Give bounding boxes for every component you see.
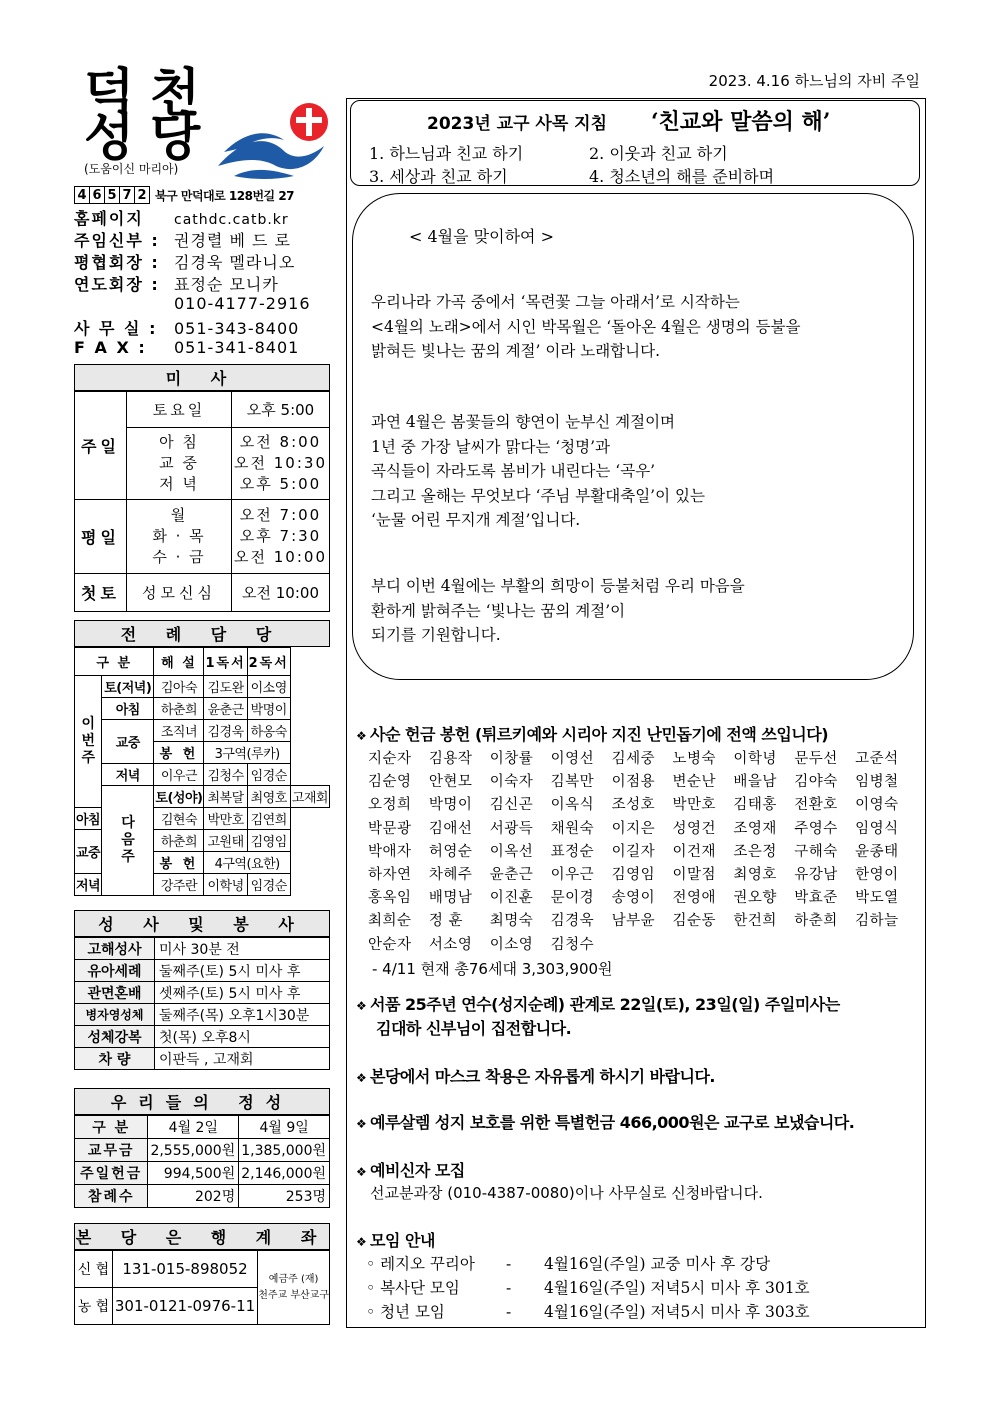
donor-name: 주영수 bbox=[794, 820, 838, 837]
address-line bbox=[74, 186, 294, 204]
donor-name: 한건희 bbox=[733, 913, 777, 930]
donor-name: 박만호 bbox=[672, 797, 716, 814]
donor-name: 김야숙 bbox=[794, 774, 838, 791]
bullet-icon: ❖ bbox=[356, 999, 367, 1013]
title-char-2: 천 bbox=[150, 63, 201, 124]
donor-row bbox=[368, 908, 916, 931]
donor-row bbox=[368, 746, 916, 769]
donor-list bbox=[368, 746, 916, 955]
services-header: 성 사 및 봉 사 bbox=[74, 910, 330, 937]
zip-digit: 5 bbox=[104, 186, 120, 204]
donor-row bbox=[368, 885, 916, 908]
donor-name: 권오향 bbox=[733, 890, 777, 907]
essay-heading: < 4월을 맞이하여 > bbox=[409, 227, 554, 246]
donor-name: 박문광 bbox=[368, 820, 412, 837]
donor-name: 이점용 bbox=[611, 774, 656, 791]
donor-name: 김세중 bbox=[611, 751, 656, 768]
donor-name: 차혜주 bbox=[428, 867, 473, 884]
donor-name: 조은정 bbox=[733, 843, 777, 860]
donor-name: 이말점 bbox=[672, 867, 716, 884]
info-homepage: 홈페이지 cathdc.catb.kr bbox=[74, 209, 289, 228]
bank-header: 본 당 은 행 계 좌 bbox=[74, 1223, 330, 1250]
notice-lent-offering: ❖ 사순 헌금 봉헌 (튀르키예와 시리아 지진 난민돕기에 전액 쓰입니다) bbox=[356, 725, 829, 744]
donor-name: 박명이 bbox=[428, 797, 473, 814]
donor-name: 조성호 bbox=[611, 797, 656, 814]
donor-name: 조영재 bbox=[733, 820, 777, 837]
notice-mask: ❖ 본당에서 마스크 착용은 자유롭게 하시기 바랍니다. bbox=[356, 1067, 716, 1086]
donor-name: 하춘희 bbox=[794, 913, 838, 930]
mass-sunday-label: 주일 bbox=[75, 392, 127, 500]
donor-name: 김경욱 bbox=[550, 913, 595, 930]
donor-name: 김하늘 bbox=[855, 913, 899, 930]
subtitle: (도움이신 마리아) bbox=[84, 162, 179, 176]
mass-header: 미 사 bbox=[74, 364, 330, 391]
motto-goal: 4. 청소년의 해를 준비하며 bbox=[589, 167, 775, 186]
donor-name: 허영순 bbox=[428, 843, 473, 860]
donor-name: 이건재 bbox=[672, 843, 716, 860]
donor-name: 서광득 bbox=[489, 820, 534, 837]
meeting-item: ◦ 레지오 꾸리아 - 4월16일(주일) 교중 미사 후 강당 bbox=[366, 1255, 771, 1273]
donor-row bbox=[368, 862, 916, 885]
donor-name: 노병숙 bbox=[672, 751, 716, 768]
bank-account-holder: 예금주 (재) 천주교 부산교구 bbox=[258, 1251, 330, 1325]
donor-name: 구해숙 bbox=[794, 843, 838, 860]
info-pastor: 주임신부 : 권경렬 베 드 로 bbox=[74, 231, 291, 250]
donor-name: 이옥식 bbox=[550, 797, 595, 814]
donor-name: 배명남 bbox=[428, 890, 473, 907]
info-council: 평협회장 : 김경욱 멜라니오 bbox=[74, 253, 296, 272]
donor-name: 전환호 bbox=[794, 797, 838, 814]
zip-digit: 6 bbox=[89, 186, 105, 204]
offering-header: 우리들의 정성 bbox=[74, 1088, 330, 1115]
donor-name: 이길자 bbox=[611, 843, 656, 860]
donor-row bbox=[368, 816, 916, 839]
donor-name: 이영숙 bbox=[855, 797, 899, 814]
donor-name: 김복만 bbox=[550, 774, 595, 791]
donor-name: 문이경 bbox=[550, 890, 595, 907]
mass-first-sat-label: 첫토 bbox=[75, 574, 127, 612]
mass-weekday-label: 평일 bbox=[75, 500, 127, 574]
donor-name: 이우근 bbox=[550, 867, 595, 884]
title-char-3: 성 bbox=[84, 107, 135, 168]
bullet-icon: ❖ bbox=[356, 729, 367, 743]
essay-paragraph: 우리나라 가곡 중에서 ‘목련꽃 그늘 아래서’로 시작하는 <4월의 노래>에서 시인 박목월은 ‘돌아온 4월은 생명의 등불을 밝혀든 빛나는 꿈의 계절’ 이라 노래합니다. bbox=[371, 293, 801, 360]
donor-name: 윤종태 bbox=[855, 843, 899, 860]
donor-name: 유강남 bbox=[794, 867, 838, 884]
donor-name: 채원숙 bbox=[550, 820, 595, 837]
donor-name: 안순자 bbox=[368, 936, 412, 953]
donor-name: 표정순 bbox=[550, 843, 595, 860]
motto-slogan: ‘친교와 말씀의 해’ bbox=[651, 109, 831, 135]
donor-name: 김용작 bbox=[428, 751, 473, 768]
motto-goal: 3. 세상과 친교 하기 bbox=[369, 167, 508, 186]
donor-name: 이지은 bbox=[611, 820, 656, 837]
zip-digit: 4 bbox=[74, 186, 90, 204]
donor-row bbox=[368, 792, 916, 815]
donor-name: 윤춘근 bbox=[489, 867, 534, 884]
pastoral-motto-box bbox=[350, 100, 920, 186]
essay-paragraph: 과연 4월은 봄꽃들의 향연이 눈부신 계절이며 1년 중 가장 날씨가 맑다는 ‘청명’과 곡식들이 자라도록 봄비가 내린다는 ‘곡우’ 그리고 올해는 무엇보다 ‘주님 부활대축일’이 있는 ‘눈물 어린 무지개 계절’입니다. bbox=[371, 413, 705, 529]
essay-box bbox=[352, 193, 914, 680]
donor-name: 박효준 bbox=[794, 890, 838, 907]
info-fax: F A X : 051-341-8401 bbox=[74, 338, 300, 357]
donor-name: 한영이 bbox=[855, 867, 899, 884]
bullet-icon: ❖ bbox=[356, 1235, 367, 1249]
donor-name: 성영건 bbox=[672, 820, 716, 837]
catechumen-body: 선교분과장 (010-4387-0080)이나 사무실로 신청바랍니다. bbox=[370, 1184, 763, 1202]
donor-name: 송영이 bbox=[611, 890, 656, 907]
this-week-label: 이 번 주 bbox=[75, 676, 102, 808]
parish-logo-icon bbox=[214, 96, 334, 182]
donor-name: 지순자 bbox=[368, 751, 412, 768]
bank-table: 신 협 131-015-898052 예금주 (재) 천주교 부산교구 농 협 301-0121-0976-11 bbox=[74, 1250, 330, 1325]
donor-name: 이소영 bbox=[489, 936, 534, 953]
street-address: 북구 만덕대로 128번길 27 bbox=[155, 188, 295, 203]
donor-name: 이진훈 bbox=[489, 890, 534, 907]
bullet-icon: ❖ bbox=[356, 1071, 367, 1085]
liturgy-table: 구 분 해 설 1독서 2독서 이 번 주 토(저녁) 김아숙 김도완 이소영 아침 하춘희 윤춘근 박명이 교중 조직녀 김경욱 하옹숙 봉 헌 3구역(루카) 저녁 이우근 김청수 임경순 다 음 주 토(성야) 최복달 최영호 고재회 아침 김현숙 박만호 김연희 교중 하춘희 고원태 김영임 봉 헌 4구역(요한) 저녁 강주란 이학녕 임경순 bbox=[74, 647, 330, 896]
donor-name: 김태홍 bbox=[733, 797, 777, 814]
donor-name: 박도열 bbox=[855, 890, 899, 907]
title-char-1: 덕 bbox=[84, 63, 135, 124]
motto-goal: 2. 이웃과 친교 하기 bbox=[589, 144, 728, 163]
donor-name: 이옥선 bbox=[489, 843, 534, 860]
notice-ordination-2: 김대하 신부님이 집전합니다. bbox=[376, 1019, 572, 1038]
notice-catechumen: ❖ 예비신자 모집 bbox=[356, 1161, 465, 1180]
notice-meetings: ❖ 모임 안내 bbox=[356, 1231, 435, 1250]
donor-name: 김청수 bbox=[550, 936, 595, 953]
meeting-item: ◦ 청년 모임 - 4월16일(주일) 저녁5시 미사 후 303호 bbox=[366, 1303, 810, 1321]
title-char-4: 당 bbox=[150, 107, 201, 168]
donor-name: 하자연 bbox=[368, 867, 412, 884]
zip-digit: 7 bbox=[119, 186, 135, 204]
info-memorial-phone: 010-4177-2916 bbox=[174, 294, 311, 313]
info-office: 사 무 실 : 051-343-8400 bbox=[74, 319, 300, 338]
donor-name: 전영애 bbox=[672, 890, 716, 907]
donor-name: 최명숙 bbox=[489, 913, 534, 930]
notice-jerusalem: ❖ 예루살렘 성지 보호를 위한 특별헌금 466,000원은 교구로 보냈습니다. bbox=[356, 1113, 855, 1132]
donor-name: 이숙자 bbox=[489, 774, 534, 791]
donor-name: 임병철 bbox=[855, 774, 899, 791]
notice-ordination: ❖ 서품 25주년 연수(성지순례) 관계로 22일(토), 23일(일) 주일미사는 bbox=[356, 995, 840, 1014]
motto-title: 2023년 교구 사목 지침 bbox=[427, 114, 608, 134]
donor-name: 홍옥임 bbox=[368, 890, 412, 907]
donor-name: 김애선 bbox=[428, 820, 473, 837]
donor-name: 정 훈 bbox=[428, 913, 464, 930]
essay-paragraph: 부디 이번 4월에는 부활의 희망이 등불처럼 우리 마음을 환하게 밝혀주는 ‘빛나는 꿈의 계절’이 되기를 기원합니다. bbox=[371, 577, 745, 644]
bullet-icon: ❖ bbox=[356, 1117, 367, 1131]
donor-name: 이영선 bbox=[550, 751, 595, 768]
services-table: 고해성사 미사 30분 전 유아세례 둘째주(토) 5시 미사 후 관면혼배 셋째주(토) 5시 미사 후 병자영성체 둘째주(목) 오후1시30분 성체강복 첫(목) 오후8시 차 량 이판득 , 고재회 bbox=[74, 937, 330, 1070]
mass-table: 주일 토요일 오후 5:00 아 침 교 중 저 녁 오전 8:00 오전 10:30 오후 5:00 평일 월 화 · 목 수 · 금 오전 7:00 오후 7:30 오전 10:00 첫토 성모신심 오전 10:00 bbox=[74, 391, 330, 612]
donor-row bbox=[368, 769, 916, 792]
donor-name: 박애자 bbox=[368, 843, 412, 860]
donor-name: 고준석 bbox=[855, 751, 899, 768]
donor-name: 임영식 bbox=[855, 820, 899, 837]
donor-name: 서소영 bbox=[428, 936, 473, 953]
motto-goal: 1. 하느님과 친교 하기 bbox=[369, 144, 524, 163]
donor-name: 김영임 bbox=[611, 867, 656, 884]
bulletin-date: 2023. 4.16 하느님의 자비 주일 bbox=[708, 72, 920, 90]
info-memorial: 연도회장 : 표정순 모니카 bbox=[74, 275, 279, 294]
donor-row bbox=[368, 839, 916, 862]
bullet-icon: ❖ bbox=[356, 1165, 367, 1179]
donor-name: 김신곤 bbox=[489, 797, 534, 814]
donor-name: 안현모 bbox=[428, 774, 473, 791]
donor-name: 이학녕 bbox=[733, 751, 777, 768]
donation-total: - 4/11 현재 총76세대 3,303,900원 bbox=[372, 960, 613, 978]
donor-name: 김순영 bbox=[368, 774, 412, 791]
donor-name: 최희순 bbox=[368, 913, 412, 930]
donor-name: 오정희 bbox=[368, 797, 412, 814]
next-week-label: 다 음 주 bbox=[102, 786, 154, 896]
liturgy-header: 전 례 담 당 bbox=[74, 620, 330, 647]
donor-name: 이창률 bbox=[489, 751, 534, 768]
donor-name: 배을남 bbox=[733, 774, 777, 791]
donor-name: 최영호 bbox=[733, 867, 777, 884]
zip-digit: 2 bbox=[134, 186, 150, 204]
donor-name: 남부윤 bbox=[611, 913, 656, 930]
donor-name: 문두선 bbox=[794, 751, 838, 768]
meeting-item: ◦ 복사단 모임 - 4월16일(주일) 저녁5시 미사 후 301호 bbox=[366, 1279, 810, 1297]
donor-row bbox=[368, 932, 916, 955]
donor-name: 김순동 bbox=[672, 913, 716, 930]
donor-name: 변순난 bbox=[672, 774, 716, 791]
offering-table: 구 분 4월 2일 4월 9일 교무금 2,555,000원 1,385,000원 주일헌금 994,500원 2,146,000원 참례수 202명 253명 bbox=[74, 1115, 330, 1208]
